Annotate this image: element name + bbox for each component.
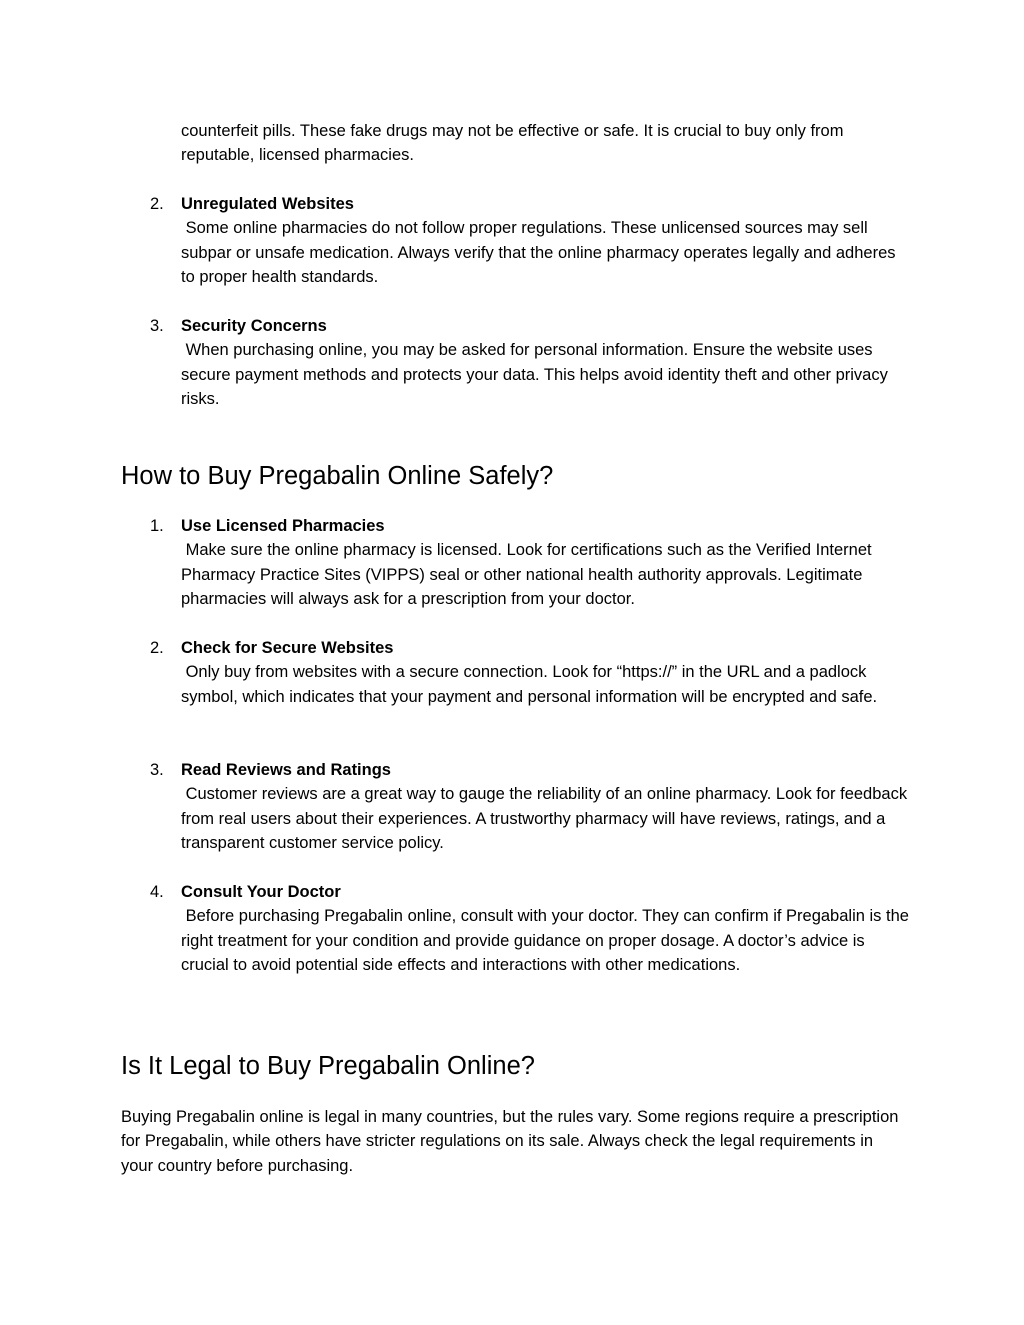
section-heading-safely: How to Buy Pregabalin Online Safely? — [121, 462, 554, 490]
list-number: 1. — [150, 517, 164, 535]
list-item-title: Check for Secure Websites — [181, 639, 394, 657]
intro-continuation-text: counterfeit pills. These fake drugs may not be effective or safe. It is crucial to buy only from reputable, licensed pharmacies. — [181, 122, 844, 165]
list-item — [150, 758, 910, 856]
list-item-description: Customer reviews are a great way to gauge the reliability of an online pharmacy. Look for feedback from real users about their experiences. A trustworthy pharmacy will have reviews, ratings, and a transparent customer service policy. — [181, 785, 912, 853]
list-item — [150, 636, 910, 709]
section-heading-legal: Is It Legal to Buy Pregabalin Online? — [121, 1052, 535, 1080]
list-item-description: Only buy from websites with a secure connection. Look for “https://” in the URL and a padlock symbol, which indicates that your payment and personal information will be encrypted and safe. — [181, 663, 878, 706]
list-number: 3. — [150, 317, 164, 335]
list-item-title: Unregulated Websites — [181, 195, 354, 213]
list-item — [150, 514, 910, 612]
list-number: 2. — [150, 639, 164, 657]
list-item — [150, 880, 914, 978]
list-number: 2. — [150, 195, 164, 213]
list-item-description: Some online pharmacies do not follow proper regulations. These unlicensed sources may sell subpar or unsafe medication. Always verify that the online pharmacy operates legally and adheres to proper health standards. — [181, 219, 901, 287]
list-item-title: Read Reviews and Ratings — [181, 761, 391, 779]
list-number: 4. — [150, 883, 164, 901]
list-item-title: Consult Your Doctor — [181, 883, 341, 901]
list-item-description: Make sure the online pharmacy is licensed. Look for certifications such as the Verified Internet Pharmacy Practice Sites (VIPPS) seal or other national health authority approvals. Legitimate pharmacies will always ask for a prescription from your doctor. — [181, 541, 877, 609]
list-item-title: Security Concerns — [181, 317, 327, 335]
list-item-title: Use Licensed Pharmacies — [181, 517, 385, 535]
list-number: 3. — [150, 761, 164, 779]
list-item-description: Before purchasing Pregabalin online, consult with your doctor. They can confirm if Pregabalin is the right treatment for your condition and provide guidance on proper dosage. A doctor’s advice is crucial to avoid potential side effects and interactions with other medications. — [181, 907, 914, 975]
list-item — [150, 314, 910, 412]
list-item-description: When purchasing online, you may be asked for personal information. Ensure the website uses secure payment methods and protects your data. This helps avoid identity theft and other privacy risks. — [181, 341, 893, 409]
legal-paragraph: Buying Pregabalin online is legal in many countries, but the rules vary. Some regions require a prescription for Pregabalin, while others have stricter regulations on its sale. Always check the legal requirements in your country before purchasing. — [121, 1108, 899, 1175]
list-item — [150, 192, 910, 290]
